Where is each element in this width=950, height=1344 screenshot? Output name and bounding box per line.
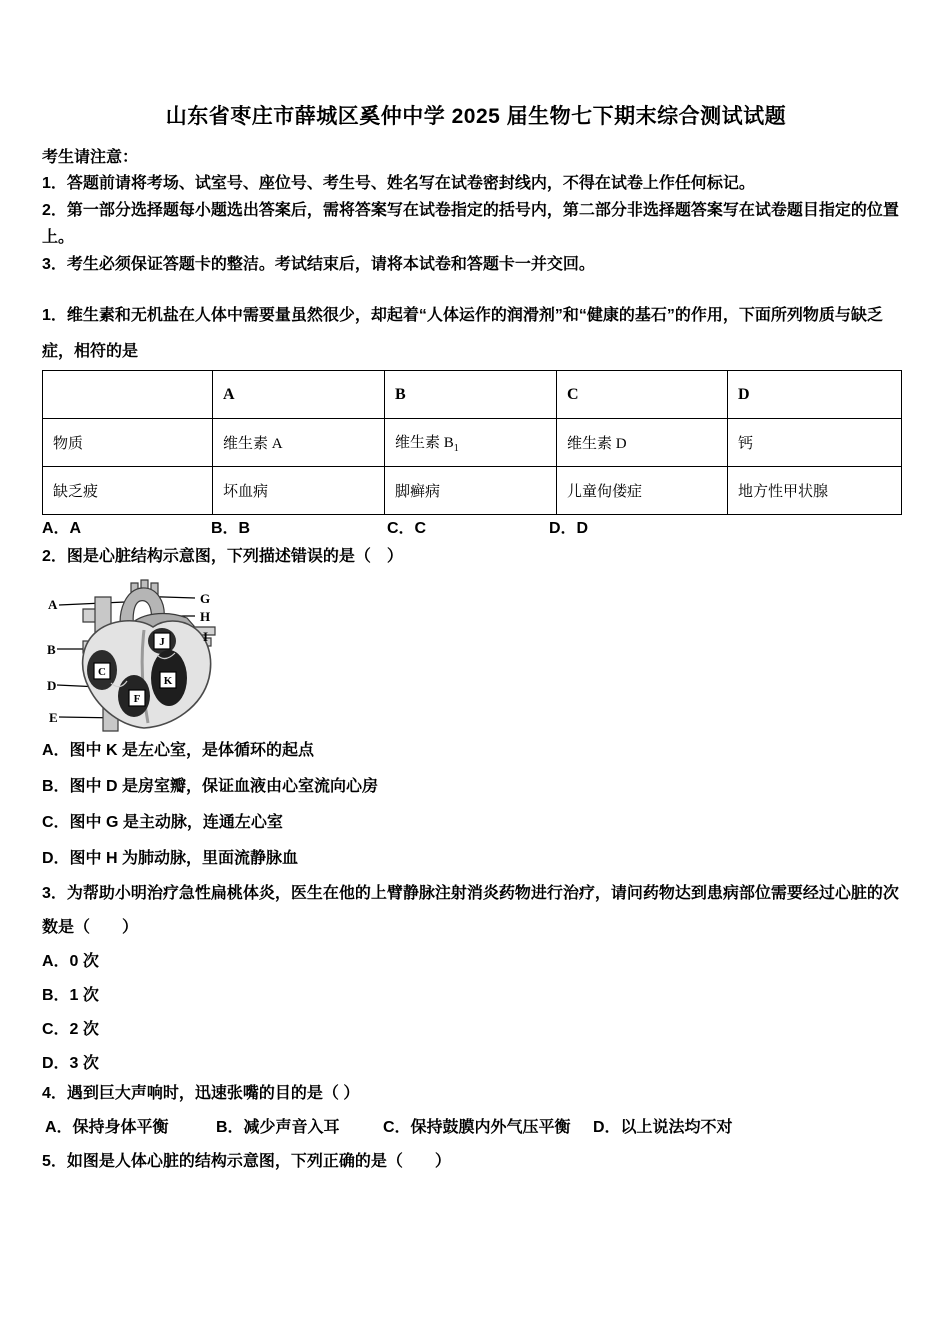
q2-option-c: C．图中 G 是主动脉，连通左心室 [42,814,283,831]
q1-option-d: D．D [549,520,589,537]
q4-option-a: A．保持身体平衡 [45,1119,169,1136]
heart-label-f: F [133,693,141,705]
q2-option-b: B．图中 D 是房室瓣，保证血液由心室流向心房 [42,778,379,795]
table-cell: 维生素 D [557,419,728,467]
question-4-text: 4．遇到巨大声响时，迅速张嘴的目的是（ ） [42,1085,360,1102]
table-cell: 钙 [728,419,902,467]
q4-option-d: D．以上说法均不对 [593,1119,733,1136]
q1-table [42,370,902,515]
table-row-deficiency [43,467,902,515]
q3-option-b: B．1 次 [42,987,99,1004]
table-cell: 物质 [43,419,213,467]
q2-option-a: A．图中 K 是左心室，是体循环的起点 [42,742,315,759]
notice-item-1: 1．答题前请将考场、试室号、座位号、考生号、姓名写在试卷密封线内，不得在试卷上作任何标记。 [42,175,755,192]
vitamin-b-text: 维生素 B [395,435,454,451]
table-cell: 脚癣病 [385,467,557,515]
table-cell: 维生素 A [213,419,385,467]
table-cell: 缺乏疲 [43,467,213,515]
heart-label-d: D [47,678,57,693]
heart-label-i: I [203,629,209,644]
table-header-cell: C [557,371,728,419]
heart-label-b: B [47,642,56,657]
table-header-cell: D [728,371,902,419]
table-header-row [43,371,902,419]
q3-option-c: C．2 次 [42,1021,99,1038]
q4-option-c: C．保持鼓膜内外气压平衡 [383,1119,571,1136]
vitamin-b1-subscript: 1 [453,443,459,454]
q2-option-d: D．图中 H 为肺动脉，里面流静脉血 [42,850,299,867]
question-3-text: 3．为帮助小明治疗急性扁桃体炎，医生在他的上臂静脉注射消炎药物进行治疗，请问药物达到患病部位需要经过心脏的次数是（ ） [42,885,899,936]
heart-label-j: J [159,636,165,648]
table-header-cell: B [385,371,557,419]
table-cell: 地方性甲状腺 [728,467,902,515]
heart-label-e: E [49,710,58,725]
table-cell [385,419,557,467]
q1-option-b: B．B [211,520,251,537]
heart-label-c: C [98,666,106,678]
q1-option-c: C．C [387,520,427,537]
q3-option-d: D．3 次 [42,1055,99,1072]
question-5-text: 5．如图是人体心脏的结构示意图，下列正确的是（ ） [42,1153,451,1170]
q4-options-row [42,1115,910,1141]
exam-title: 山东省枣庄市薛城区奚仲中学 2025 届生物七下期末综合测试试题 [165,105,787,128]
table-row-substance [43,419,902,467]
table-header-cell: A [213,371,385,419]
heart-label-a: A [48,597,58,612]
question-2-text: 2．图是心脏结构示意图，下列描述错误的是（ ） [42,548,403,565]
notice-item-2: 2．第一部分选择题每小题选出答案后，需将答案写在试卷指定的括号内，第二部分非选择题答案写在试卷题目指定的位置上。 [42,202,899,246]
q1-options-row [42,517,910,541]
heart-label-h: H [200,609,211,624]
q3-option-a: A．0 次 [42,953,99,970]
q4-option-b: B．减少声音入耳 [216,1119,340,1136]
notice-item-3: 3．考生必须保证答题卡的整洁。考试结束后，请将本试卷和答题卡一并交回。 [42,256,595,273]
notice-heading: 考生请注意： [42,149,139,166]
table-cell: 坏血病 [213,467,385,515]
q1-option-a: A．A [42,520,82,537]
heart-diagram-svg [45,575,235,733]
table-cell: 儿童佝偻症 [557,467,728,515]
heart-label-g: G [200,591,211,606]
q3-options [42,945,910,1081]
heart-label-k: K [163,675,173,687]
q2-options [42,733,910,877]
heart-figure [45,575,235,733]
question-1-text: 1．维生素和无机盐在人体中需要量虽然很少，却起着“人体运作的润滑剂”和“健康的基石”的作用，下面所列物质与缺乏症，相符的是 [42,307,883,360]
table-header-cell [43,371,213,419]
